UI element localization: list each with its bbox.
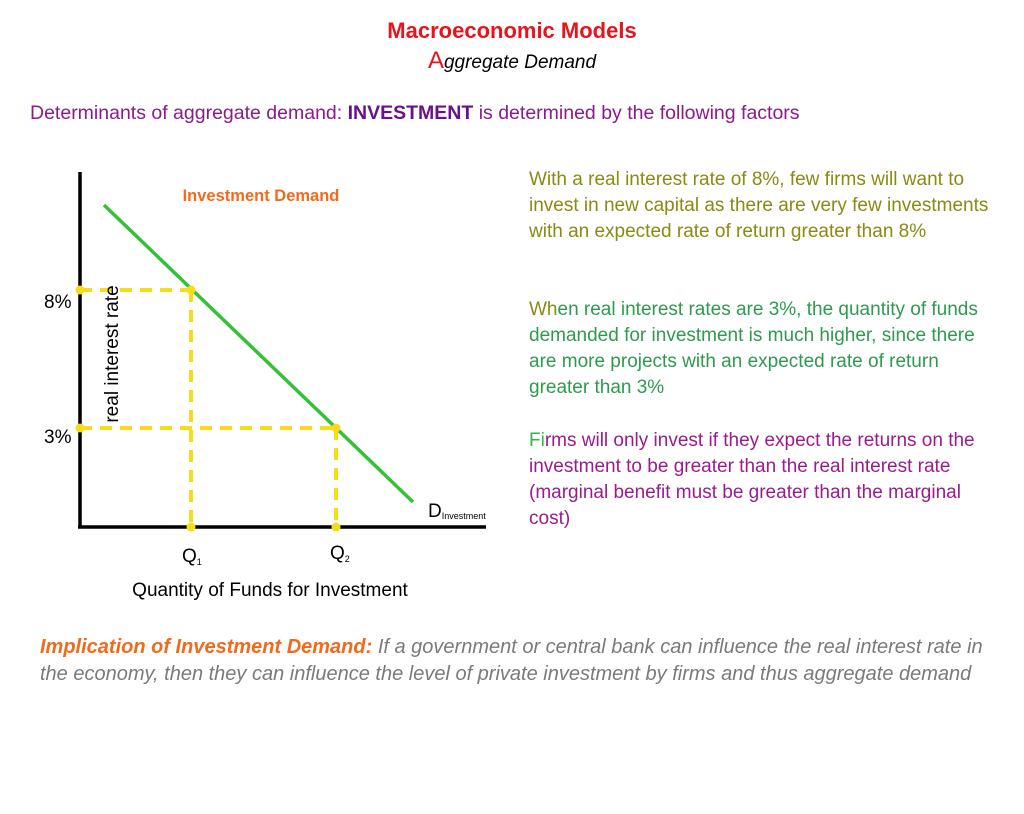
paragraph-1-text: With a real interest rate of 8%, few firms will want to invest in new capital as there are very few investments with an expected rate of return greater than 8% <box>529 169 989 242</box>
implication-note <box>40 634 990 688</box>
explanation-paragraph-8pct <box>529 167 999 245</box>
point-3pct-axis <box>76 424 85 433</box>
slide-title: Macroeconomic Models <box>387 18 637 43</box>
determinants-keyword: INVESTMENT <box>347 102 474 124</box>
x-tick-q2-sub: 2 <box>344 554 350 564</box>
y-tick-3pct: 3% <box>44 427 72 448</box>
point-q2-axis <box>332 523 341 532</box>
point-3pct-curve <box>332 424 341 433</box>
curve-title: Investment Demand <box>182 187 340 205</box>
explanation-paragraph-firms <box>529 428 999 532</box>
y-tick-8pct: 8% <box>44 292 72 313</box>
y-axis-label: real interest rate <box>102 285 123 423</box>
point-8pct-axis <box>76 286 85 295</box>
point-8pct-curve <box>187 286 196 295</box>
paragraph-2-lead: Wh <box>529 299 558 320</box>
x-tick-q1-main: Q <box>182 546 197 567</box>
paragraph-2-text: en real interest rates are 3%, the quantity of funds demanded for investment is much higher, since there are more projects with an expected rate of return greater than 3% <box>529 299 978 398</box>
x-axis-label: Quantity of Funds for Investment <box>132 580 408 601</box>
x-tick-q2 <box>330 543 350 564</box>
paragraph-3-text: rms will only invest if they expect the returns on the investment to be greater than the real interest rate (marginal benefit must be greater than the marginal cost) <box>529 430 975 529</box>
paragraph-3-lead: Fi <box>529 430 545 451</box>
subtitle-rest: ggregate Demand <box>443 52 597 73</box>
x-tick-q1 <box>182 546 202 567</box>
implication-text: If a government or central bank can influence the real interest rate in the economy, then they can influence the level of private investment by firms and thus aggregate demand <box>40 636 983 685</box>
x-tick-q2-main: Q <box>330 543 345 564</box>
determinants-prefix: Determinants of aggregate demand: <box>30 102 348 124</box>
point-q1-axis <box>187 523 196 532</box>
subtitle-first-letter: A <box>427 47 444 74</box>
demand-label-sub: Investment <box>441 511 486 521</box>
x-tick-q1-sub: 1 <box>196 557 202 567</box>
demand-label <box>428 501 486 522</box>
investment-demand-curve <box>104 205 413 502</box>
determinants-suffix: is determined by the following factors <box>473 102 800 124</box>
implication-heading: Implication of Investment Demand: <box>40 636 373 658</box>
explanation-paragraph-3pct <box>529 297 999 401</box>
demand-label-main: D <box>428 501 442 522</box>
